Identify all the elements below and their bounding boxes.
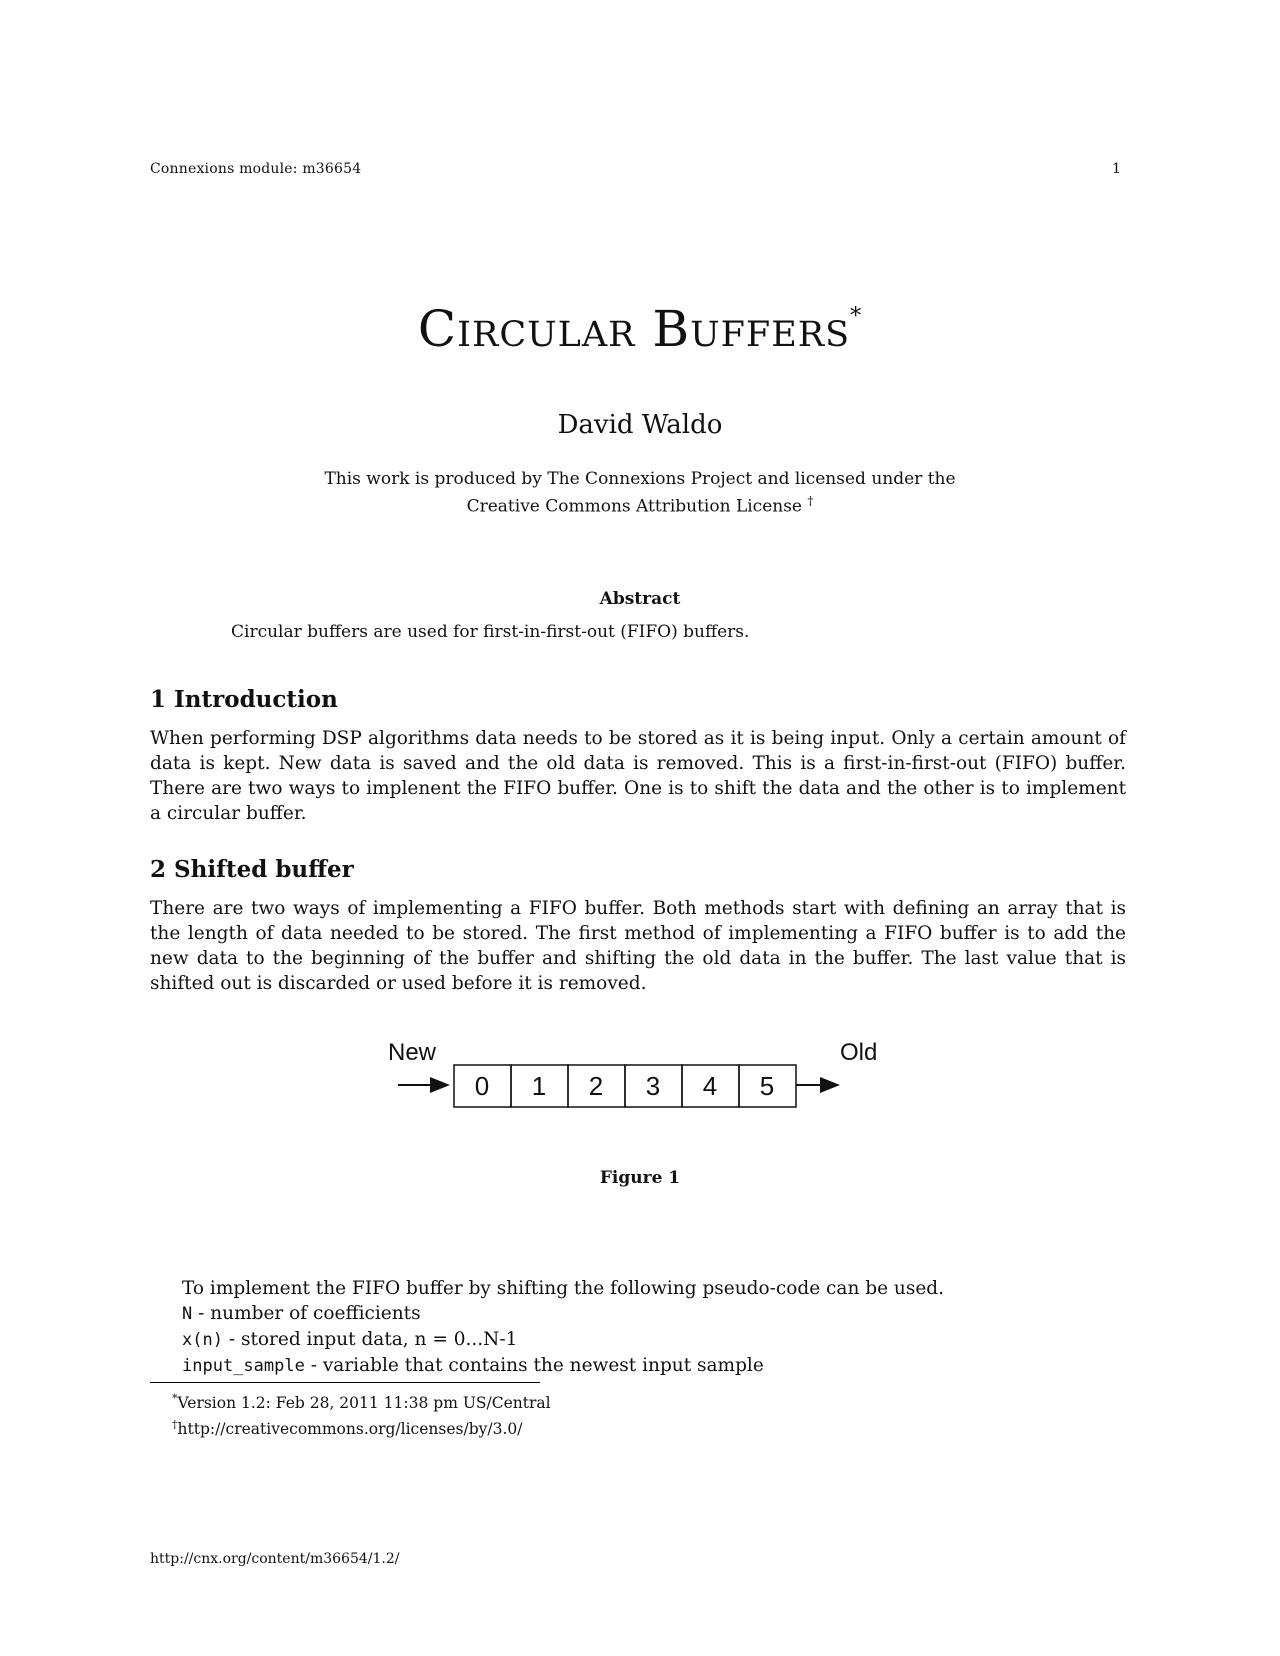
pseudocode-intro-line: To implement the FIFO buffer by shifting the following pseudo-code can be used. [182, 1278, 944, 1299]
variable-description: - variable that contains the newest input sample [304, 1355, 764, 1376]
document-title [0, 300, 1280, 358]
figure-caption: Figure 1 [599, 1168, 681, 1188]
footnotes [172, 1388, 551, 1440]
output-arrow-head [820, 1077, 840, 1093]
variable-description: - stored input data, n = 0...N-1 [222, 1329, 518, 1350]
footnote-marker: † [172, 1418, 178, 1432]
abstract-heading: Abstract [599, 589, 681, 609]
license-text: Creative Commons Attribution License [466, 496, 802, 517]
pseudocode-introduction [182, 1276, 944, 1379]
buffer-cell-label: 5 [759, 1071, 775, 1101]
section-body-introduction: When performing DSP algorithms data needs to be stored as it is being input. Only a certain amount of data is kept. New data is saved and the old data is removed. This is a first-in-first-out (FIFO) buffer. There are two ways to implenent the FIFO buffer. One is to shift the data and the other is to implement a circular buffer. [150, 728, 1126, 824]
footnote-marker: * [172, 1392, 178, 1405]
variable-definition [182, 1327, 944, 1353]
footer-url: http://cnx.org/content/m36654/1.2/ [150, 1551, 400, 1567]
author-name: David Waldo [557, 410, 723, 440]
footnote-text: http://creativecommons.org/licenses/by/3.0/ [177, 1420, 523, 1439]
footnote-text: Version 1.2: Feb 28, 2011 11:38 pm US/Central [177, 1394, 551, 1413]
variable-definition [182, 1353, 944, 1379]
footnote-divider [150, 1382, 540, 1383]
running-header-module: Connexions module: m36654 [150, 161, 362, 177]
footnote-version [172, 1388, 551, 1414]
variable-name: x(n) [182, 1330, 223, 1350]
figure-old-label: Old [840, 1039, 878, 1066]
buffer-cell-label: 0 [474, 1071, 490, 1101]
variable-name: N [182, 1304, 193, 1324]
variable-description: - number of coefficients [192, 1303, 421, 1324]
input-arrow-head [430, 1077, 450, 1093]
page-number: 1 [1112, 161, 1121, 177]
buffer-cell-label: 3 [645, 1071, 661, 1101]
buffer-cell-label: 2 [588, 1071, 604, 1101]
buffer-cell-label: 4 [702, 1071, 718, 1101]
buffer-cell-label: 1 [531, 1071, 547, 1101]
buffer-cells [454, 1065, 796, 1107]
footnote-license-url [172, 1414, 551, 1440]
section-heading-introduction: 1 Introduction [150, 686, 338, 713]
license-line-2 [0, 494, 1280, 517]
title-footnote-marker: * [850, 304, 863, 329]
figure-new-label: New [388, 1039, 437, 1066]
license-footnote-marker: † [807, 494, 814, 508]
title-text: Circular Buffers [417, 300, 851, 358]
abstract-body: Circular buffers are used for first-in-first-out (FIFO) buffers. [231, 622, 750, 642]
section-heading-shifted-buffer: 2 Shifted buffer [150, 856, 354, 883]
shift-buffer-figure [380, 1030, 900, 1120]
license-line-1: This work is produced by The Connexions Project and licensed under the [324, 469, 956, 489]
section-body-shifted-buffer: There are two ways of implementing a FIFO buffer. Both methods start with defining an array that is the length of data needed to be stored. The first method of implementing a FIFO buffer is to add the new data to the beginning of the buffer and shifting the old data in the buffer. The last value that is shifted out is discarded or used before it is removed. [150, 898, 1126, 994]
variable-definition [182, 1301, 944, 1327]
variable-name: input_sample [182, 1356, 305, 1376]
